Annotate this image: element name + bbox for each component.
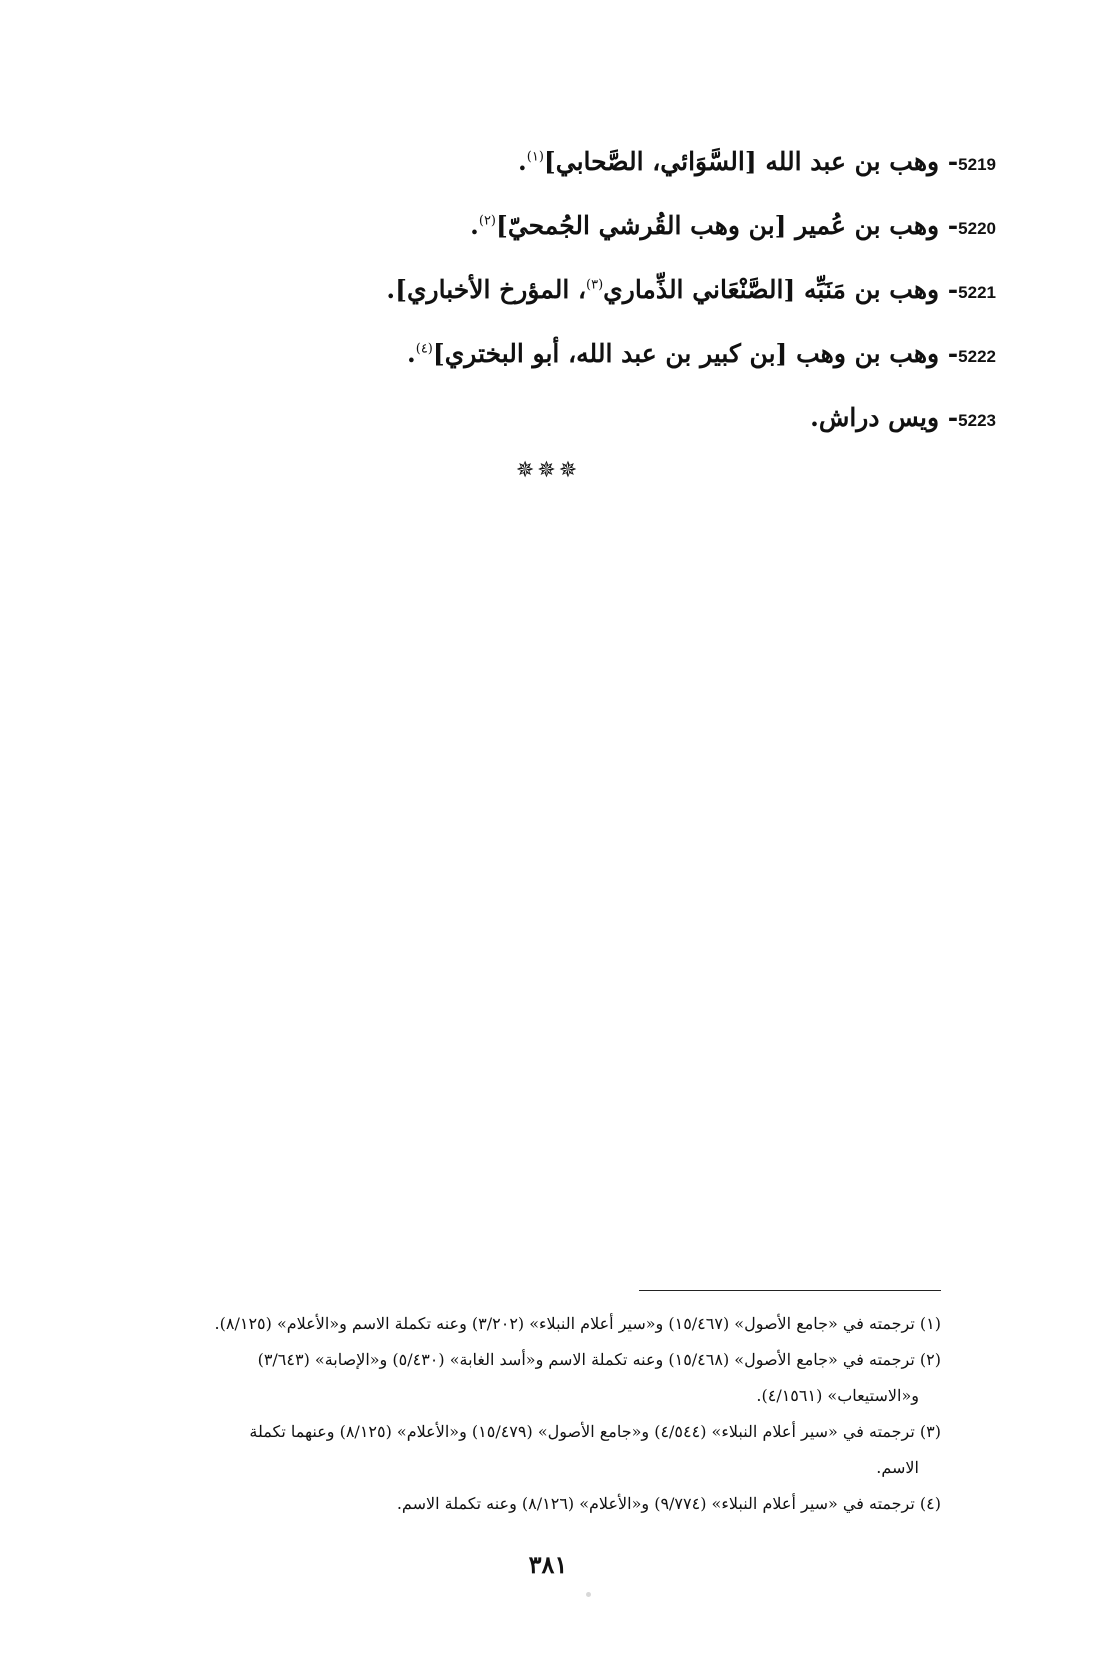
footnote-marker: (١)	[526, 149, 544, 165]
entry-number: 5219	[958, 155, 996, 174]
entry-number: 5222	[958, 347, 996, 366]
footnote-divider	[639, 1290, 941, 1291]
footnote-1: (١) ترجمته في «جامع الأصول» (١٥/٤٦٧) و«سير أعلام النبلاء» (٣/٢٠٢) وعنه تكملة الاسم و«الأعلام» (٨/١٢٥).	[214, 1314, 941, 1333]
section-separator: ✵✵✵	[515, 458, 581, 483]
entry-list	[116, 130, 996, 450]
page-number: ٣٨١	[528, 1550, 568, 1579]
entry-text-end: .	[407, 339, 416, 368]
entry-5219	[116, 130, 996, 194]
entry-number: 5221	[958, 283, 996, 302]
entry-text-end: ، المؤرخ الأخباري].	[386, 275, 587, 304]
entry-text: - وهب بن عبد الله [السَّوَائي، الصَّحابي]	[543, 147, 959, 176]
footnote-3: (٣) ترجمته في «سير أعلام النبلاء» (٤/٥٤٤) و«جامع الأصول» (١٥/٤٧٩) و«الأعلام» (٨/١٢٥) وعنهما تكملة	[249, 1422, 941, 1441]
footnote-marker: (٢)	[478, 213, 496, 229]
entry-text: - ويس دراش.	[810, 403, 959, 432]
entry-5220	[116, 194, 996, 258]
entry-5222	[116, 322, 996, 386]
entry-text: - وهب بن عُمير [بن وهب القُرشي الجُمحيّ]	[496, 211, 959, 240]
entry-5223	[116, 386, 996, 450]
entry-text: - وهب بن وهب [بن كبير بن عبد الله، أبو البختري]	[432, 339, 959, 368]
entry-text-end: .	[518, 147, 527, 176]
footnote-marker: (٤)	[415, 341, 433, 357]
entry-text: - وهب بن مَنَبِّه [الصَّنْعَاني الذِّماري	[603, 275, 959, 304]
entry-number: 5223	[958, 411, 996, 430]
footnotes	[111, 1306, 941, 1522]
entry-5221	[116, 258, 996, 322]
footnote-2-continuation: و«الاستيعاب» (٤/١٥٦١).	[756, 1386, 919, 1405]
entry-number: 5220	[958, 219, 996, 238]
footnote-2: (٢) ترجمته في «جامع الأصول» (١٥/٤٦٨) وعنه تكملة الاسم و«أسد الغابة» (٥/٤٣٠) و«الإصابة» (٣/٦٤٣)	[257, 1350, 941, 1369]
scan-speck	[586, 1592, 591, 1597]
entry-text-end: .	[470, 211, 479, 240]
footnote-4: (٤) ترجمته في «سير أعلام النبلاء» (٩/٧٧٤) و«الأعلام» (٨/١٢٦) وعنه تكملة الاسم.	[396, 1494, 941, 1513]
footnote-marker: (٣)	[586, 277, 604, 293]
footnote-3-continuation: الاسم.	[876, 1458, 919, 1477]
